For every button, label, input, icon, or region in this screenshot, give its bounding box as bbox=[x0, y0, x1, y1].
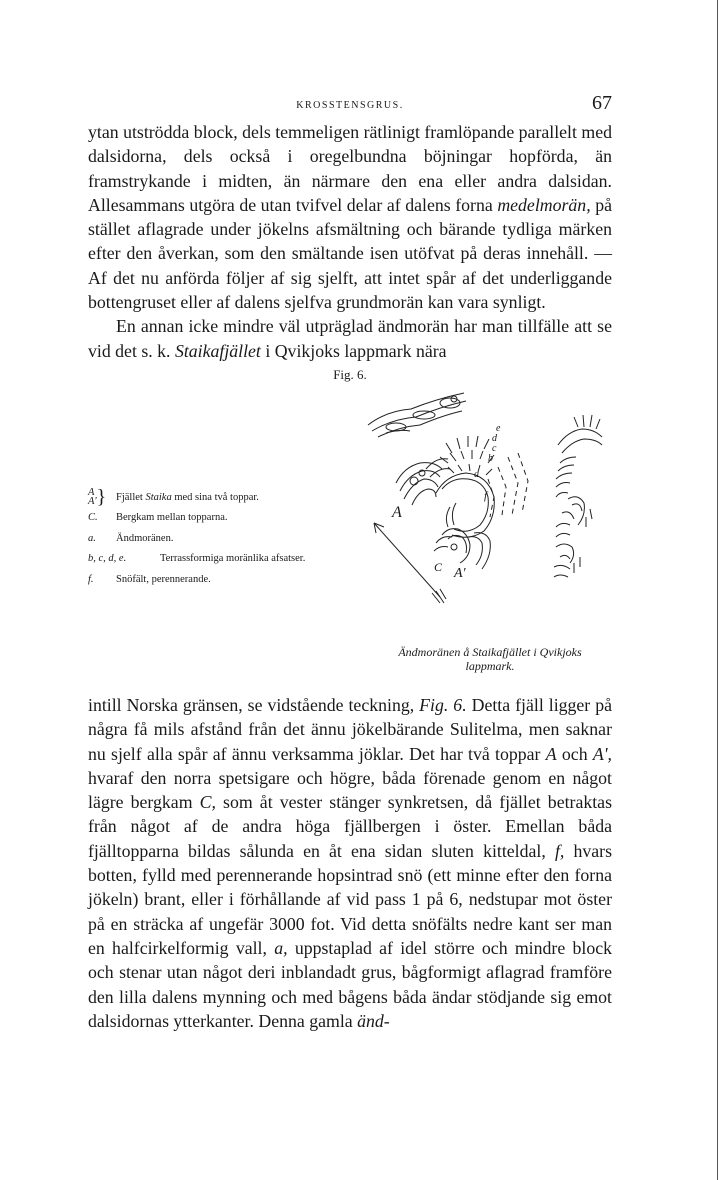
paragraph-3 bbox=[88, 693, 612, 1033]
paragraph-3-emphasis: Fig. 6. bbox=[419, 694, 467, 715]
legend-key: a. bbox=[88, 532, 96, 544]
legend-text: Snöfält, perennerande. bbox=[116, 573, 211, 585]
summit-a-hachures bbox=[396, 459, 450, 505]
map-label-d: d bbox=[492, 432, 497, 444]
figure-caption-line-1: Ändmoränen å Staikafjället i Qvikjoks bbox=[398, 644, 582, 659]
paragraph-3-text: Detta fjäll ligger på några få mils afstånd från det ännu jökelbärande Sulitelma, men saknar nu sjelf alla spår af ännu verksamma jöklar. Det har två toppar bbox=[88, 694, 613, 764]
legend-item bbox=[88, 570, 368, 591]
legend-item bbox=[88, 549, 368, 570]
legend-text: Fjället Staika med sina två toppar. bbox=[116, 491, 259, 503]
paragraph-2 bbox=[88, 314, 612, 363]
northern-ridge-hachures bbox=[368, 393, 466, 437]
figure-caption bbox=[360, 645, 620, 673]
figure-caption-line-2: lappmark. bbox=[465, 658, 515, 673]
paragraph-3-emphasis: A', bbox=[592, 743, 612, 764]
legend-item bbox=[88, 529, 368, 550]
paragraph-3-text: uppstaplad af idel större och mindre block och stenar utan något deri inblandadt grus, bågformigt aflagrad framföre den lilla dalens mynning och med bågens båda ändar stödjande sig emot dalsidornas ytterkanter. Denna gamla bbox=[88, 937, 612, 1031]
map-label-f: f bbox=[484, 489, 488, 502]
paragraph-3-text: som åt vester stänger synkretsen, då fjället betraktas från något af de andra höga fjällbergen i öster. Emellan båda fjälltopparna bildas sålunda en åt ena sidan sluten kitteldal, bbox=[88, 792, 612, 861]
paragraph-1 bbox=[88, 120, 612, 314]
paragraph-1-text-a: ytan utströdda block, dels temmeligen rätlinigt framlöpande parallelt med dalsidorna, dels också i oregelbundna böjningar hopförda, än framstrykande i midten, än närmare den ena eller andra dalsidan. Allesammans utgöra de utan tvifvel delar af dalens forna bbox=[88, 122, 612, 215]
paragraph-2-emphasis: Staikafjället bbox=[174, 340, 261, 361]
page-edge-line bbox=[717, 0, 718, 1180]
legend-key: C. bbox=[88, 512, 98, 524]
moraine-map-illustration bbox=[356, 387, 616, 633]
paragraph-3-text: intill Norska gränsen, se vidstående teckning, bbox=[88, 694, 420, 715]
legend-item bbox=[88, 487, 368, 508]
paragraph-3-text: hvaraf den norra spetsigare och högre, båda förenade genom en något lägre bergkam bbox=[88, 767, 612, 813]
legend-text: Terrassformiga moränlika afsatser. bbox=[160, 553, 306, 565]
legend-key: b, c, d, e. bbox=[88, 553, 127, 565]
paragraph-2-text-b: i Qvikjoks lappmark nära bbox=[260, 340, 447, 361]
paragraph-2-text-a: En annan icke mindre väl utpräglad ändmorän har man tillfälle att se vid det s. k. bbox=[88, 316, 612, 361]
page-header bbox=[88, 90, 612, 120]
legend-key-a-prime: A' bbox=[88, 496, 97, 508]
map-label-a-prime: A' bbox=[454, 565, 466, 581]
paragraph-3-text: hvars botten, fylld med perennerande hopsintrad snö (ett minne efter den forna jökeln) brant, eller i förhållande af vid pass 1 på 6, nedstupar mot öster på en sträcka af ungefär 3000 fot. Vid detta snöfälts nedre kant ser man en halfcirkelformig vall, bbox=[88, 840, 612, 958]
paragraph-3-emphasis: a, bbox=[274, 937, 288, 958]
eastern-slope-hachures bbox=[554, 415, 602, 577]
paragraph-3-emphasis: änd- bbox=[357, 1010, 390, 1031]
map-label-e: e bbox=[496, 422, 501, 434]
legend-text: Bergkam mellan topparna. bbox=[116, 512, 228, 524]
map-label-a-small: a bbox=[474, 468, 479, 480]
summit-a-prime-hachures bbox=[434, 529, 490, 569]
legend-key-a: A bbox=[88, 487, 95, 499]
map-label-c: C bbox=[434, 559, 443, 574]
book-page bbox=[88, 90, 612, 1033]
legend-text: Ändmoränen. bbox=[116, 532, 174, 544]
legend-key: f. bbox=[88, 573, 94, 585]
paragraph-1-emphasis: medelmorän, bbox=[497, 194, 591, 215]
map-label-a: A bbox=[392, 503, 402, 521]
paragraph-3-emphasis: f, bbox=[554, 840, 565, 861]
legend-key: A A'} bbox=[88, 485, 107, 508]
legend-item bbox=[88, 508, 368, 529]
paragraph-3-text: och bbox=[556, 743, 593, 764]
paragraph-3-emphasis: A bbox=[545, 743, 557, 764]
figure-label: Fig. 6. bbox=[333, 366, 367, 382]
figure-legend bbox=[88, 487, 368, 590]
paragraph-3-emphasis: C, bbox=[199, 792, 216, 813]
running-title: KROSSTENSGRUS. bbox=[296, 100, 404, 111]
figure-6 bbox=[88, 387, 612, 693]
map-label-b: b bbox=[488, 452, 493, 464]
paragraph-1-text-b: på stället aflagrade under jökelns afsmältning och bärande tydliga märken efter den åverkan, som den smältande isen utöfvat på deras innehåll. — Af det nu anförda följer af sig sjelft, att intet spår af det underliggande bottengruset eller af dalens sjelfva grundmorän kan vara synligt. bbox=[88, 194, 612, 313]
end-moraine-arc bbox=[436, 473, 494, 537]
map-label-c-small: c bbox=[492, 442, 497, 454]
page-number: 67 bbox=[592, 92, 612, 114]
